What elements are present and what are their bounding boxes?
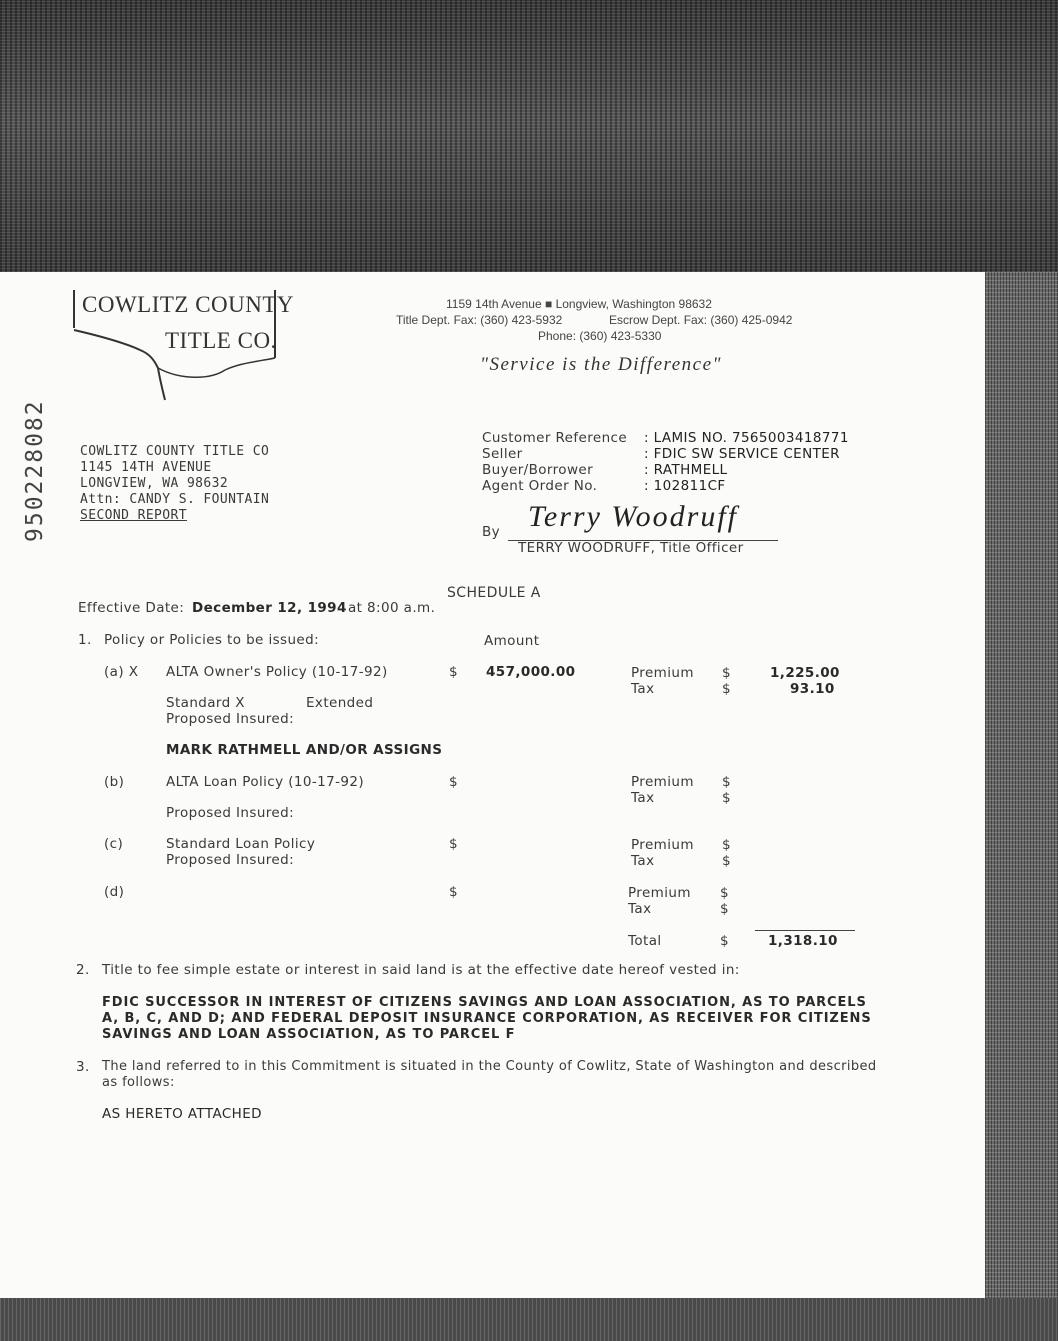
ref-label-seller: Seller bbox=[482, 446, 523, 462]
vested-line3: SAVINGS AND LOAN ASSOCIATION, AS TO PARCEL F bbox=[102, 1027, 516, 1042]
total-value: 1,318.10 bbox=[768, 933, 838, 949]
policy-a-standard: Standard X bbox=[166, 695, 245, 711]
policy-d-premium-label: Premium bbox=[628, 885, 691, 901]
signature-by-label: By bbox=[482, 524, 501, 540]
logo-text-line2: TITLE CO. bbox=[165, 328, 277, 353]
policy-c-name: Standard Loan Policy bbox=[166, 836, 316, 852]
logo-text-line1: COWLITZ COUNTY bbox=[82, 292, 295, 317]
item1-number: 1. bbox=[78, 632, 92, 648]
title-officer-name: TERRY WOODRUFF, Title Officer bbox=[518, 540, 744, 556]
total-dollar: $ bbox=[720, 933, 729, 949]
policy-c-premium-label: Premium bbox=[631, 837, 694, 853]
addressee-line3: LONGVIEW, WA 98632 bbox=[80, 476, 229, 491]
scan-noise-right bbox=[985, 272, 1058, 1341]
policy-b-dollar: $ bbox=[449, 774, 458, 790]
policy-a-tax-label: Tax bbox=[631, 681, 655, 697]
policy-b-premium-dollar: $ bbox=[722, 774, 731, 790]
policy-b-letter: (b) bbox=[104, 774, 125, 790]
policy-a-premium-label: Premium bbox=[631, 665, 694, 681]
policy-d-letter: (d) bbox=[104, 884, 125, 900]
policy-c-proposed-label: Proposed Insured: bbox=[166, 852, 295, 868]
policy-a-premium: 1,225.00 bbox=[770, 665, 840, 681]
legal-description-note: AS HERETO ATTACHED bbox=[102, 1106, 262, 1122]
addressee-line1: COWLITZ COUNTY TITLE CO bbox=[80, 444, 270, 459]
policy-d-tax-dollar: $ bbox=[720, 901, 729, 917]
ref-value-seller: : FDIC SW SERVICE CENTER bbox=[644, 446, 840, 462]
ref-label-customer: Customer Reference bbox=[482, 430, 628, 446]
policy-a-insured: MARK RATHMELL AND/OR ASSIGNS bbox=[166, 742, 443, 758]
company-address: 1159 14th Avenue ■ Longview, Washington 98632 bbox=[446, 297, 712, 311]
item2-text: Title to fee simple estate or interest in said land is at the effective date hereof vested in: bbox=[102, 962, 740, 978]
effective-time: at 8:00 a.m. bbox=[348, 600, 436, 616]
title-dept-fax: Title Dept. Fax: (360) 423-5932 bbox=[396, 313, 563, 327]
policy-b-premium-label: Premium bbox=[631, 774, 694, 790]
policy-a-proposed-label: Proposed Insured: bbox=[166, 711, 295, 727]
escrow-dept-fax: Escrow Dept. Fax: (360) 425-0942 bbox=[609, 313, 793, 327]
policy-c-dollar: $ bbox=[449, 836, 458, 852]
item1-label: Policy or Policies to be issued: bbox=[104, 632, 320, 648]
ref-value-customer: : LAMIS NO. 7565003418771 bbox=[644, 430, 849, 446]
company-phone: Phone: (360) 423-5330 bbox=[538, 329, 662, 343]
ref-value-order: : 102811CF bbox=[644, 478, 726, 494]
policy-a-extended: Extended bbox=[306, 695, 374, 711]
scan-noise-top bbox=[0, 0, 1058, 272]
policy-c-tax-label: Tax bbox=[631, 853, 655, 869]
policy-a-name: ALTA Owner's Policy (10-17-92) bbox=[166, 664, 388, 680]
policy-a-amount: 457,000.00 bbox=[486, 664, 576, 680]
company-slogan: "Service is the Difference" bbox=[480, 354, 722, 375]
amount-header: Amount bbox=[484, 633, 540, 649]
policy-a-tax-dollar: $ bbox=[722, 681, 731, 697]
signature-scrawl: Terry Woodruff bbox=[528, 500, 738, 533]
policy-c-letter: (c) bbox=[104, 836, 124, 852]
policy-a-dollar: $ bbox=[449, 664, 458, 680]
item3-text-line1: The land referred to in this Commitment is situated in the County of Cowlitz, State of Washington and described bbox=[102, 1059, 877, 1074]
item2-number: 2. bbox=[76, 962, 90, 978]
effective-date-label: Effective Date: bbox=[78, 600, 185, 616]
scan-noise-bottom bbox=[0, 1298, 1058, 1341]
policy-a-premium-dollar: $ bbox=[722, 665, 731, 681]
vested-line1: FDIC SUCCESSOR IN INTEREST OF CITIZENS SAVINGS AND LOAN ASSOCIATION, AS TO PARCELS bbox=[102, 995, 867, 1010]
report-status: SECOND REPORT bbox=[80, 508, 187, 523]
addressee-line4: Attn: CANDY S. FOUNTAIN bbox=[80, 492, 270, 507]
ref-label-buyer: Buyer/Borrower bbox=[482, 462, 594, 478]
policy-c-tax-dollar: $ bbox=[722, 853, 731, 869]
ref-value-buyer: : RATHMELL bbox=[644, 462, 728, 478]
vested-line2: A, B, C, AND D; AND FEDERAL DEPOSIT INSURANCE CORPORATION, AS RECEIVER FOR CITIZENS bbox=[102, 1011, 872, 1026]
ref-label-order: Agent Order No. bbox=[482, 478, 598, 494]
total-rule bbox=[755, 930, 855, 931]
addressee-line2: 1145 14TH AVENUE bbox=[80, 460, 212, 475]
policy-b-name: ALTA Loan Policy (10-17-92) bbox=[166, 774, 365, 790]
document-number-stamp: 950228082 bbox=[22, 399, 48, 542]
policy-b-proposed-label: Proposed Insured: bbox=[166, 805, 295, 821]
document-page bbox=[0, 272, 985, 1298]
policy-d-tax-label: Tax bbox=[628, 901, 652, 917]
effective-date-value: December 12, 1994 bbox=[192, 600, 347, 616]
schedule-title: SCHEDULE A bbox=[447, 585, 541, 601]
item3-number: 3. bbox=[76, 1059, 90, 1075]
policy-b-tax-label: Tax bbox=[631, 790, 655, 806]
policy-a-letter: (a) X bbox=[104, 664, 139, 680]
policy-a-tax: 93.10 bbox=[790, 681, 835, 697]
total-label: Total bbox=[628, 933, 662, 949]
item3-text-line2: as follows: bbox=[102, 1075, 175, 1090]
policy-c-premium-dollar: $ bbox=[722, 837, 731, 853]
policy-b-tax-dollar: $ bbox=[722, 790, 731, 806]
policy-d-premium-dollar: $ bbox=[720, 885, 729, 901]
policy-d-dollar: $ bbox=[449, 884, 458, 900]
